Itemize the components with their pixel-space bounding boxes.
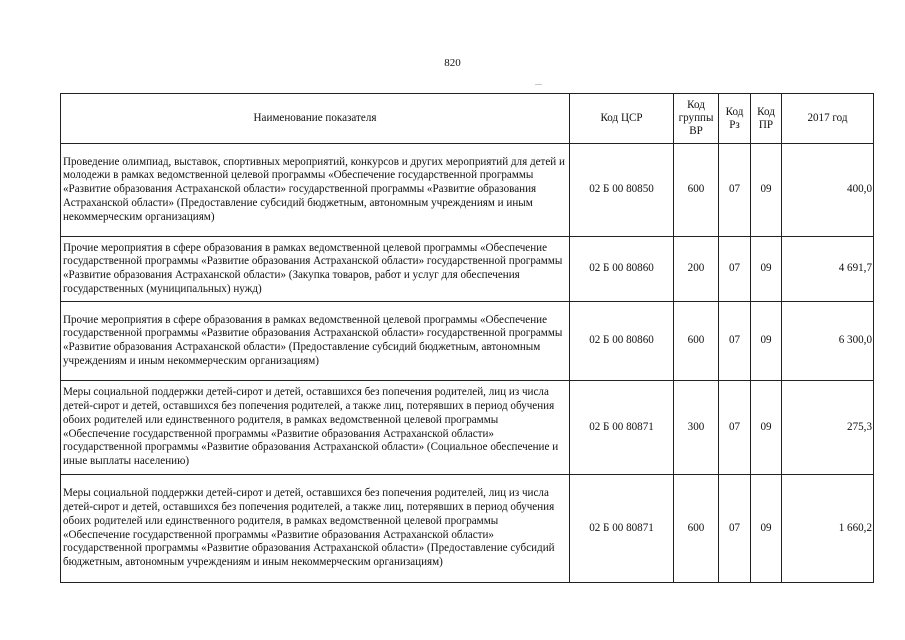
row-rz: 07 — [719, 302, 751, 381]
row-pr: 09 — [751, 475, 782, 583]
header-csr: Код ЦСР — [570, 94, 674, 144]
table-row — [61, 381, 874, 475]
header-vr-line2: группы — [678, 112, 714, 124]
row-vr: 600 — [674, 475, 719, 583]
row-csr: 02 Б 00 80850 — [570, 144, 674, 237]
row-vr: 300 — [674, 381, 719, 475]
row-vr: 200 — [674, 237, 719, 302]
table-row — [61, 144, 874, 237]
row-csr: 02 Б 00 80860 — [570, 237, 674, 302]
page-number: 820 — [444, 57, 461, 69]
row-rz: 07 — [719, 381, 751, 475]
header-name: Наименование показателя — [61, 94, 570, 144]
row-csr: 02 Б 00 80860 — [570, 302, 674, 381]
header-rz — [719, 94, 751, 144]
row-csr: 02 Б 00 80871 — [570, 381, 674, 475]
row-vr: 600 — [674, 302, 719, 381]
row-name: Меры социальной поддержки детей-сирот и детей, оставшихся без попечения родителей, лиц из числа детей-сирот и детей, оставшихся без попечения родителей, а также лиц, потерявших в период обучения обоих родителей или единственного родителя, в рамках ведомственной целевой программы «Обеспечение государственной программы «Развитие образования Астраханской области» государственной программы «Развитие образования Астраханской области» (Социальное обеспечение и иные выплаты населению) — [61, 381, 570, 475]
row-amount: 400,0 — [782, 144, 874, 237]
table-row — [61, 475, 874, 583]
header-rz-line2: Рз — [729, 118, 740, 131]
row-vr: 600 — [674, 144, 719, 237]
header-vr-line1: Код — [687, 99, 705, 111]
row-rz: 07 — [719, 144, 751, 237]
row-pr: 09 — [751, 381, 782, 475]
header-pr-line2: ПР — [758, 118, 774, 131]
row-pr: 09 — [751, 144, 782, 237]
row-rz: 07 — [719, 237, 751, 302]
budget-table — [60, 93, 874, 583]
row-amount: 275,3 — [782, 381, 874, 475]
row-pr: 09 — [751, 237, 782, 302]
row-rz: 07 — [719, 475, 751, 583]
header-row — [61, 94, 874, 144]
header-rz-line1: Код — [725, 105, 744, 118]
header-vr-line3: ВР — [689, 125, 703, 137]
row-name: Проведение олимпиад, выставок, спортивных мероприятий, конкурсов и других мероприятий для детей и молодежи в рамках ведомственной целевой программы «Обеспечение государственной программы «Развитие образования Астраханской области» государственной программы «Развитие образования Астраханской области» (Предоставление субсидий бюджетным, автономным учреждениям и иным некоммерческим организациям) — [61, 144, 570, 237]
row-name: Меры социальной поддержки детей-сирот и детей, оставшихся без попечения родителей, лиц из числа детей-сирот и детей, оставшихся без попечения родителей, а также лиц, потерявших в период обучения обоих родителей или единственного родителя, в рамках ведомственной целевой программы «Обеспечение государственной программы «Развитие образования Астраханской области» государственной программы «Развитие образования Астраханской области» (Предоставление субсидий бюджетным, автономным учреждениям и иным некоммерческим организациям) — [61, 475, 570, 583]
table-row — [61, 237, 874, 302]
header-year: 2017 год — [782, 94, 874, 144]
row-csr: 02 Б 00 80871 — [570, 475, 674, 583]
row-amount: 1 660,2 — [782, 475, 874, 583]
row-pr: 09 — [751, 302, 782, 381]
row-name: Прочие мероприятия в сфере образования в рамках ведомственной целевой программы «Обеспечение государственной программы «Развитие образования Астраханской области» государственной программы «Развитие образования Астраханской области» (Предоставление субсидий бюджетным, автономным учреждениям и иным некоммерческим организациям) — [61, 302, 570, 381]
row-amount: 4 691,7 — [782, 237, 874, 302]
table-row — [61, 302, 874, 381]
header-pr-line1: Код — [757, 105, 775, 118]
row-name: Прочие мероприятия в сфере образования в рамках ведомственной целевой программы «Обеспечение государственной программы «Развитие образования Астраханской области» государственной программы «Развитие образования Астраханской области» (Закупка товаров, работ и услуг для обеспечения государственных (муниципальных) нужд) — [61, 237, 570, 302]
header-pr — [751, 94, 782, 144]
row-amount: 6 300,0 — [782, 302, 874, 381]
header-vr — [674, 94, 719, 144]
page-mark: — — [535, 80, 542, 88]
